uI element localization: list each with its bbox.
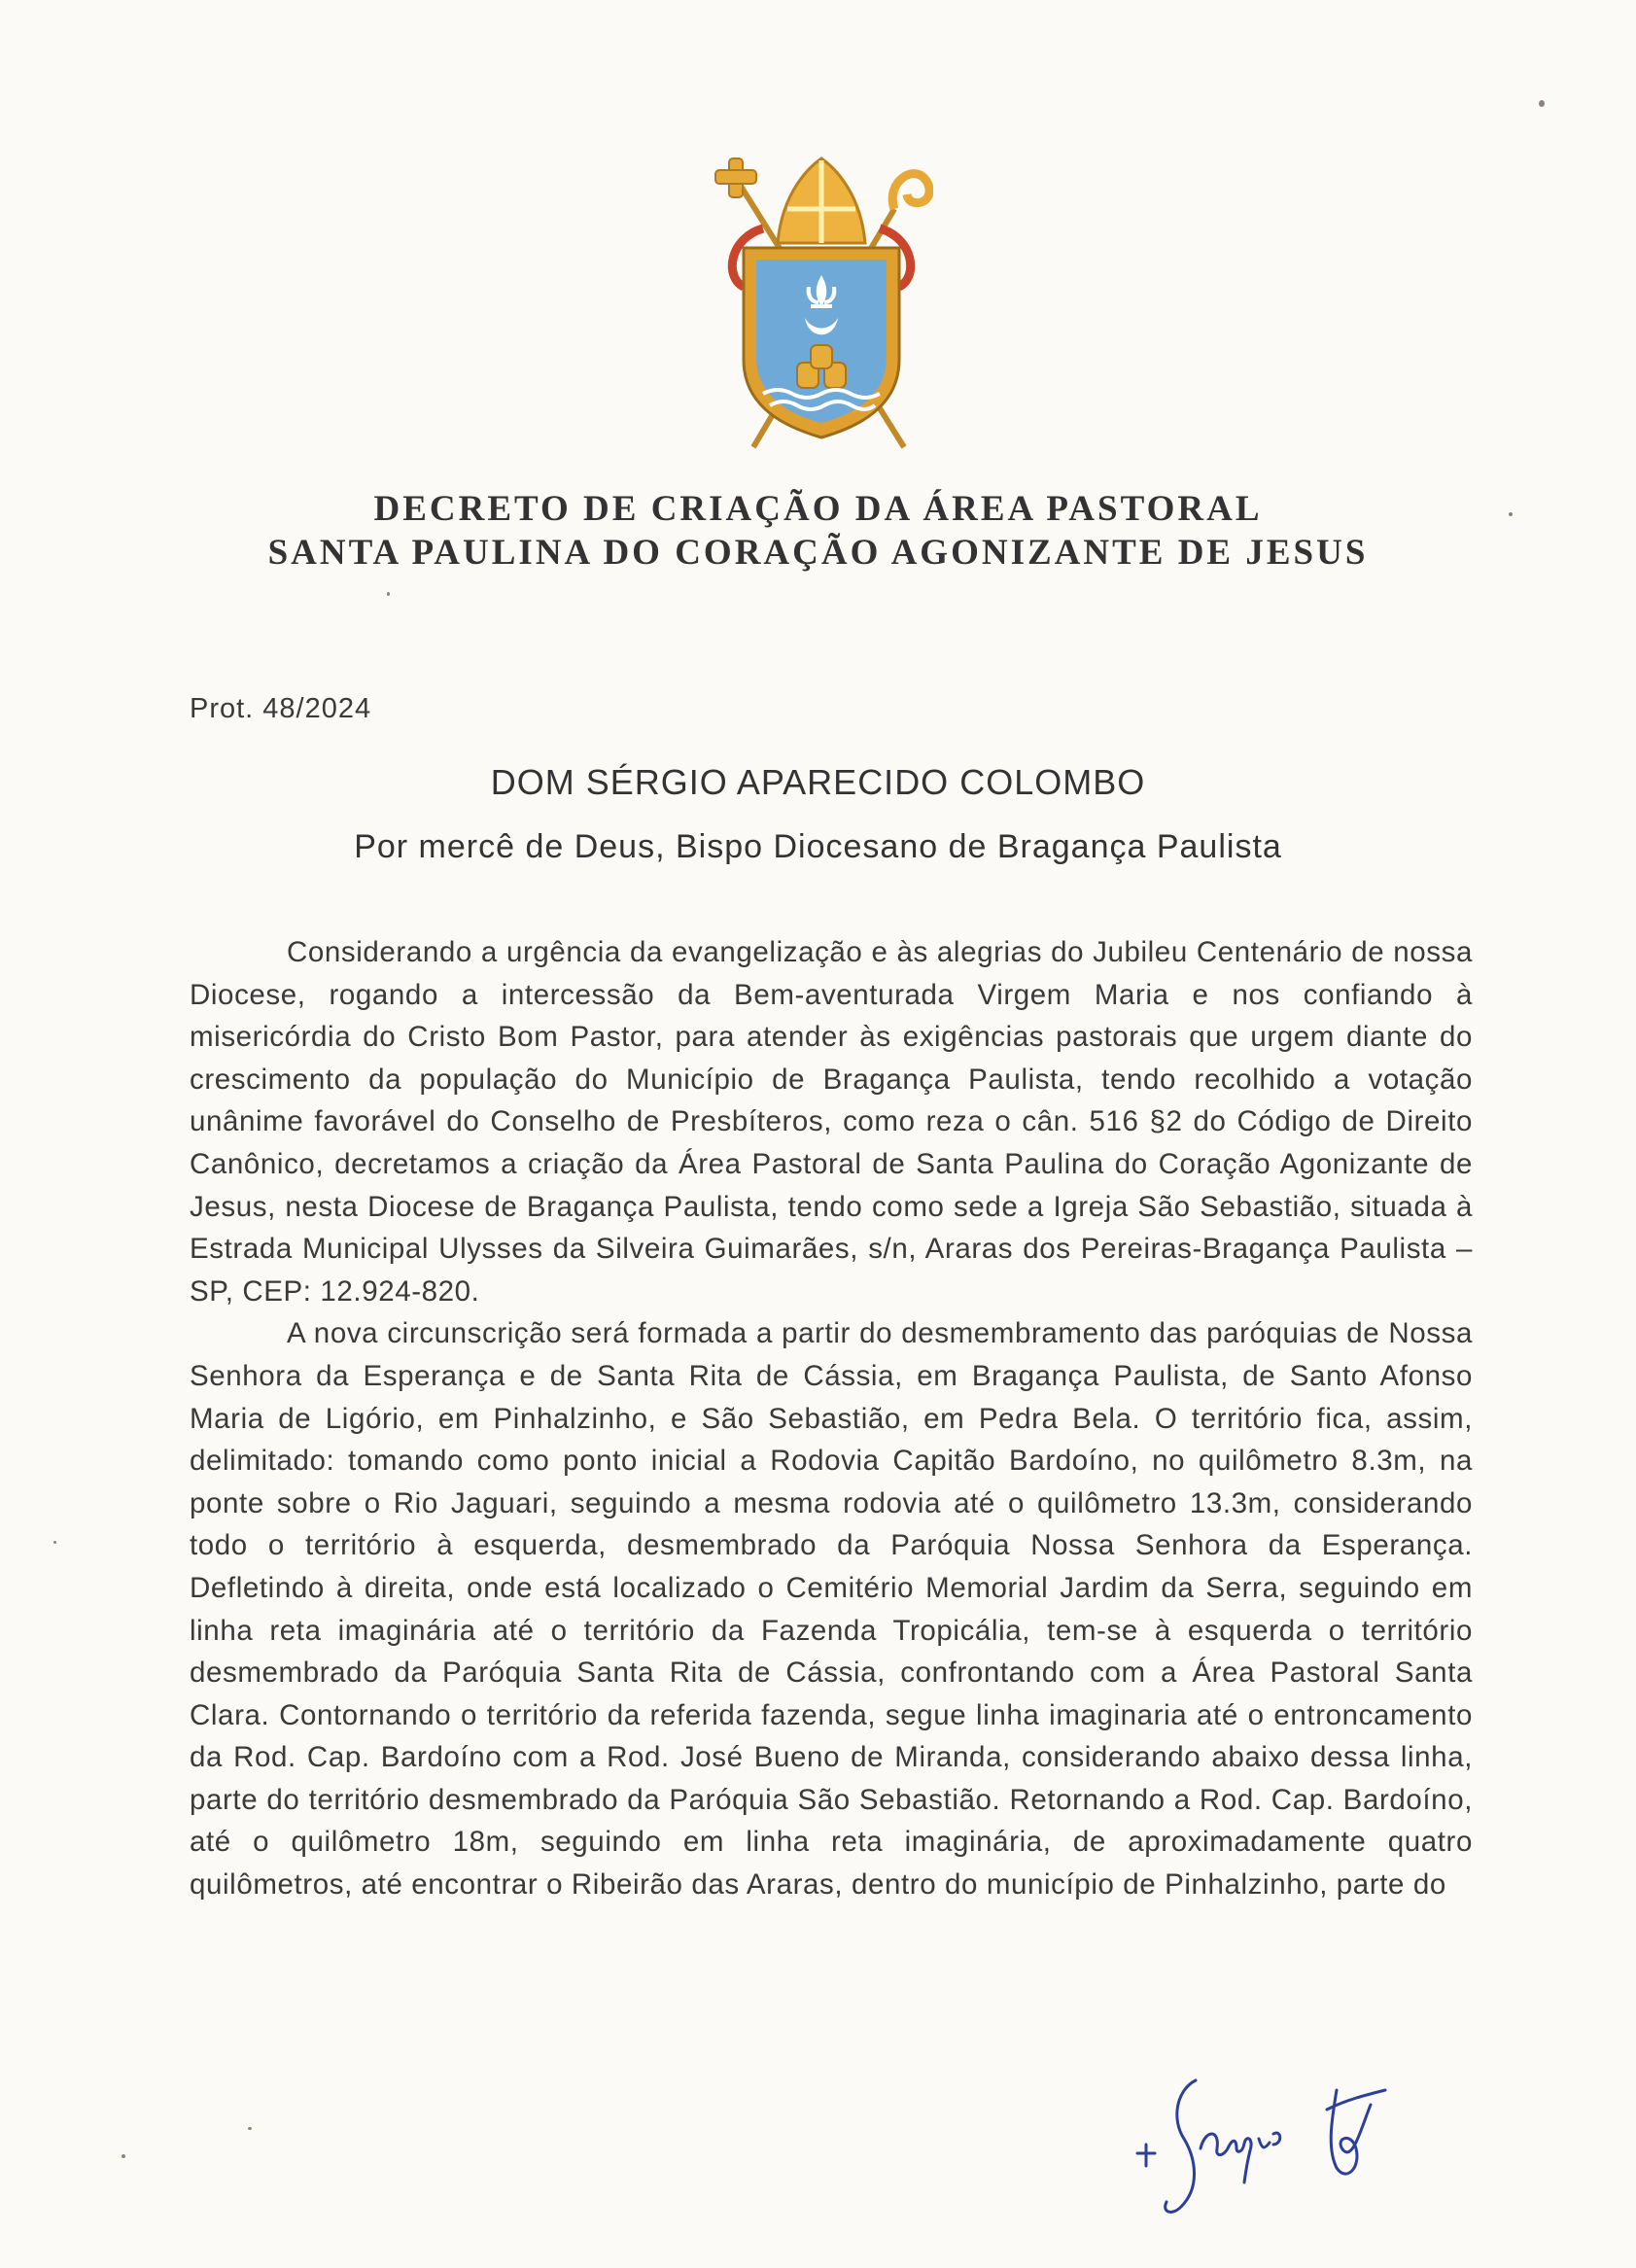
decree-title-line-2: SANTA PAULINA DO CORAÇÃO AGONIZANTE DE JESUS bbox=[267, 533, 1369, 573]
diocesan-coat-of-arms bbox=[710, 151, 933, 462]
paragraph-1: Considerando a urgência da evangelização e às alegrias do Jubileu Centenário de nossa Diocese, rogando a intercessão da Bem-aventurada Virgem Maria e nos confiando à misericórdia do Cristo Bom Pastor, para atender às exigências pastorais que urgem diante do crescimento da população do Município de Bragança Paulista, tendo recolhido a votação unânime favorável do Conselho de Presbíteros, como reza o cân. 516 §2 do Código de Direito Canônico, decretamos a criação da Área Pastoral de Santa Paulina do Coração Agonizante de Jesus, nesta Diocese de Bragança Paulista, tendo como sede a Igreja São Sebastião, situada à Estrada Municipal Ulysses da Silveira Guimarães, s/n, Araras dos Pereiras-Bragança Paulista – SP, CEP: 12.924-820. bbox=[190, 936, 1473, 1308]
scan-speck bbox=[53, 1541, 56, 1544]
decree-title-line-1: DECRETO DE CRIAÇÃO DA ÁREA PASTORAL bbox=[373, 489, 1263, 529]
scan-speck bbox=[248, 2127, 252, 2130]
bishop-signature bbox=[1128, 2061, 1439, 2246]
decree-body bbox=[190, 931, 1473, 1906]
issuer-name: DOM SÉRGIO APARECIDO COLOMBO bbox=[490, 762, 1146, 802]
scan-speck bbox=[1539, 100, 1545, 107]
scan-speck bbox=[122, 2154, 125, 2158]
issuer-role: Por mercê de Deus, Bispo Diocesano de Bragança Paulista bbox=[354, 828, 1282, 865]
scan-speck bbox=[387, 592, 390, 596]
protocol-number: Prot. 48/2024 bbox=[190, 693, 372, 724]
paragraph-2: A nova circunscrição será formada a partir do desmembramento das paróquias de Nossa Senhora da Esperança e de Santa Rita de Cássia, em Bragança Paulista, de Santo Afonso Maria de Ligório, em Pinhalzinho, e São Sebastião, em Pedra Bela. O território fica, assim, delimitado: tomando como ponto inicial a Rodovia Capitão Bardoíno, no quilômetro 8.3m, na ponte sobre o Rio Jaguari, seguindo a mesma rodovia até o quilômetro 13.3m, considerando todo o território à esquerda, desmembrado da Paróquia Nossa Senhora da Esperança. Defletindo à direita, onde está localizado o Cemitério Memorial Jardim da Serra, seguindo em linha reta imaginária até o território da Fazenda Tropicália, tem-se à esquerda o território desmembrado da Paróquia Santa Rita de Cássia, confrontando com a Área Pastoral Santa Clara. Contornando o território da referida fazenda, segue linha imaginaria até o entroncamento da Rod. Cap. Bardoíno com a Rod. José Bueno de Miranda, considerando abaixo dessa linha, parte do território desmembrado da Paróquia São Sebastião. Retornando a Rod. Cap. Bardoíno, até o quilômetro 18m, seguindo em linha reta imaginária, de aproximadamente quatro quilômetros, até encontrar o Ribeirão das Araras, dentro do município de Pinhalzinho, parte do bbox=[190, 1317, 1473, 1902]
